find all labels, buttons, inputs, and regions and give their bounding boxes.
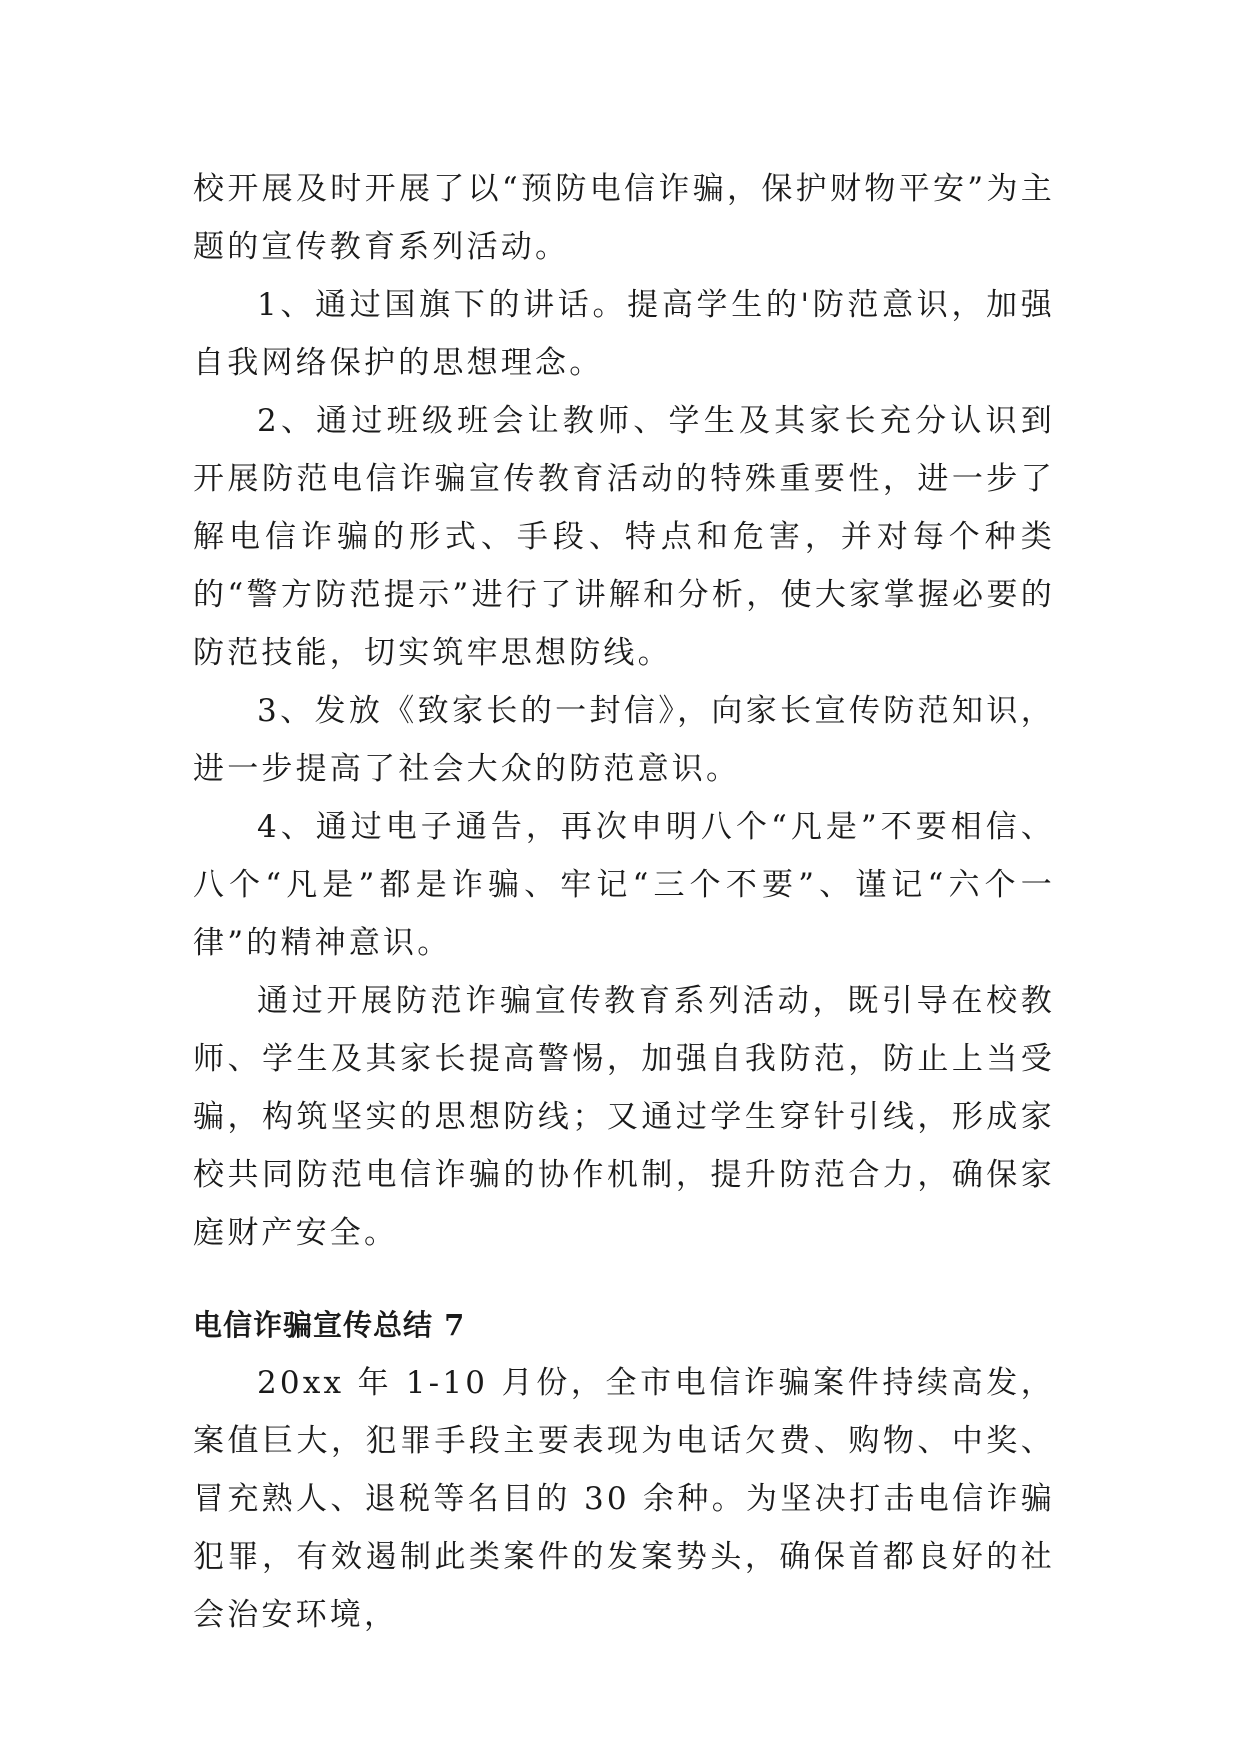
document-page (193, 160, 1055, 1644)
paragraph-item-3: 3、发放《致家长的一封信》，向家长宣传防范知识，进一步提高了社会大众的防范意识。 (193, 693, 1055, 787)
paragraph-conclusion: 通过开展防范诈骗宣传教育系列活动，既引导在校教师、学生及其家长提高警惕，加强自我防范，防止上当受骗，构筑坚实的思想防线；又通过学生穿针引线，形成家校共同防范电信诈骗的协作机制，提升防范合力，确保家庭财产安全。 (193, 983, 1055, 1251)
section-heading: 电信诈骗宣传总结 7 (193, 1308, 466, 1342)
paragraph-item-4: 4、通过电子通告，再次申明八个“凡是”不要相信、八个“凡是”都是诈骗、牢记“三个不要”、谨记“六个一律”的精神意识。 (193, 809, 1055, 961)
paragraph-intro: 校开展及时开展了以“预防电信诈骗，保护财物平安”为主题的宣传教育系列活动。 (193, 171, 1055, 265)
paragraph-section7-intro: 20xx 年 1-10 月份，全市电信诈骗案件持续高发，案值巨大，犯罪手段主要表现为电话欠费、购物、中奖、冒充熟人、退税等名目的 30 余种。为坚决打击电信诈骗犯罪，有效遏制此类案件的发案势头，确保首都良好的社会治安环境， (193, 1365, 1055, 1633)
paragraph-item-1: 1、通过国旗下的讲话。提高学生的'防范意识，加强自我网络保护的思想理念。 (193, 287, 1055, 381)
paragraph-item-2: 2、通过班级班会让教师、学生及其家长充分认识到开展防范电信诈骗宣传教育活动的特殊重要性，进一步了解电信诈骗的形式、手段、特点和危害，并对每个种类的“警方防范提示”进行了讲解和分析，使大家掌握必要的防范技能，切实筑牢思想防线。 (193, 403, 1055, 671)
